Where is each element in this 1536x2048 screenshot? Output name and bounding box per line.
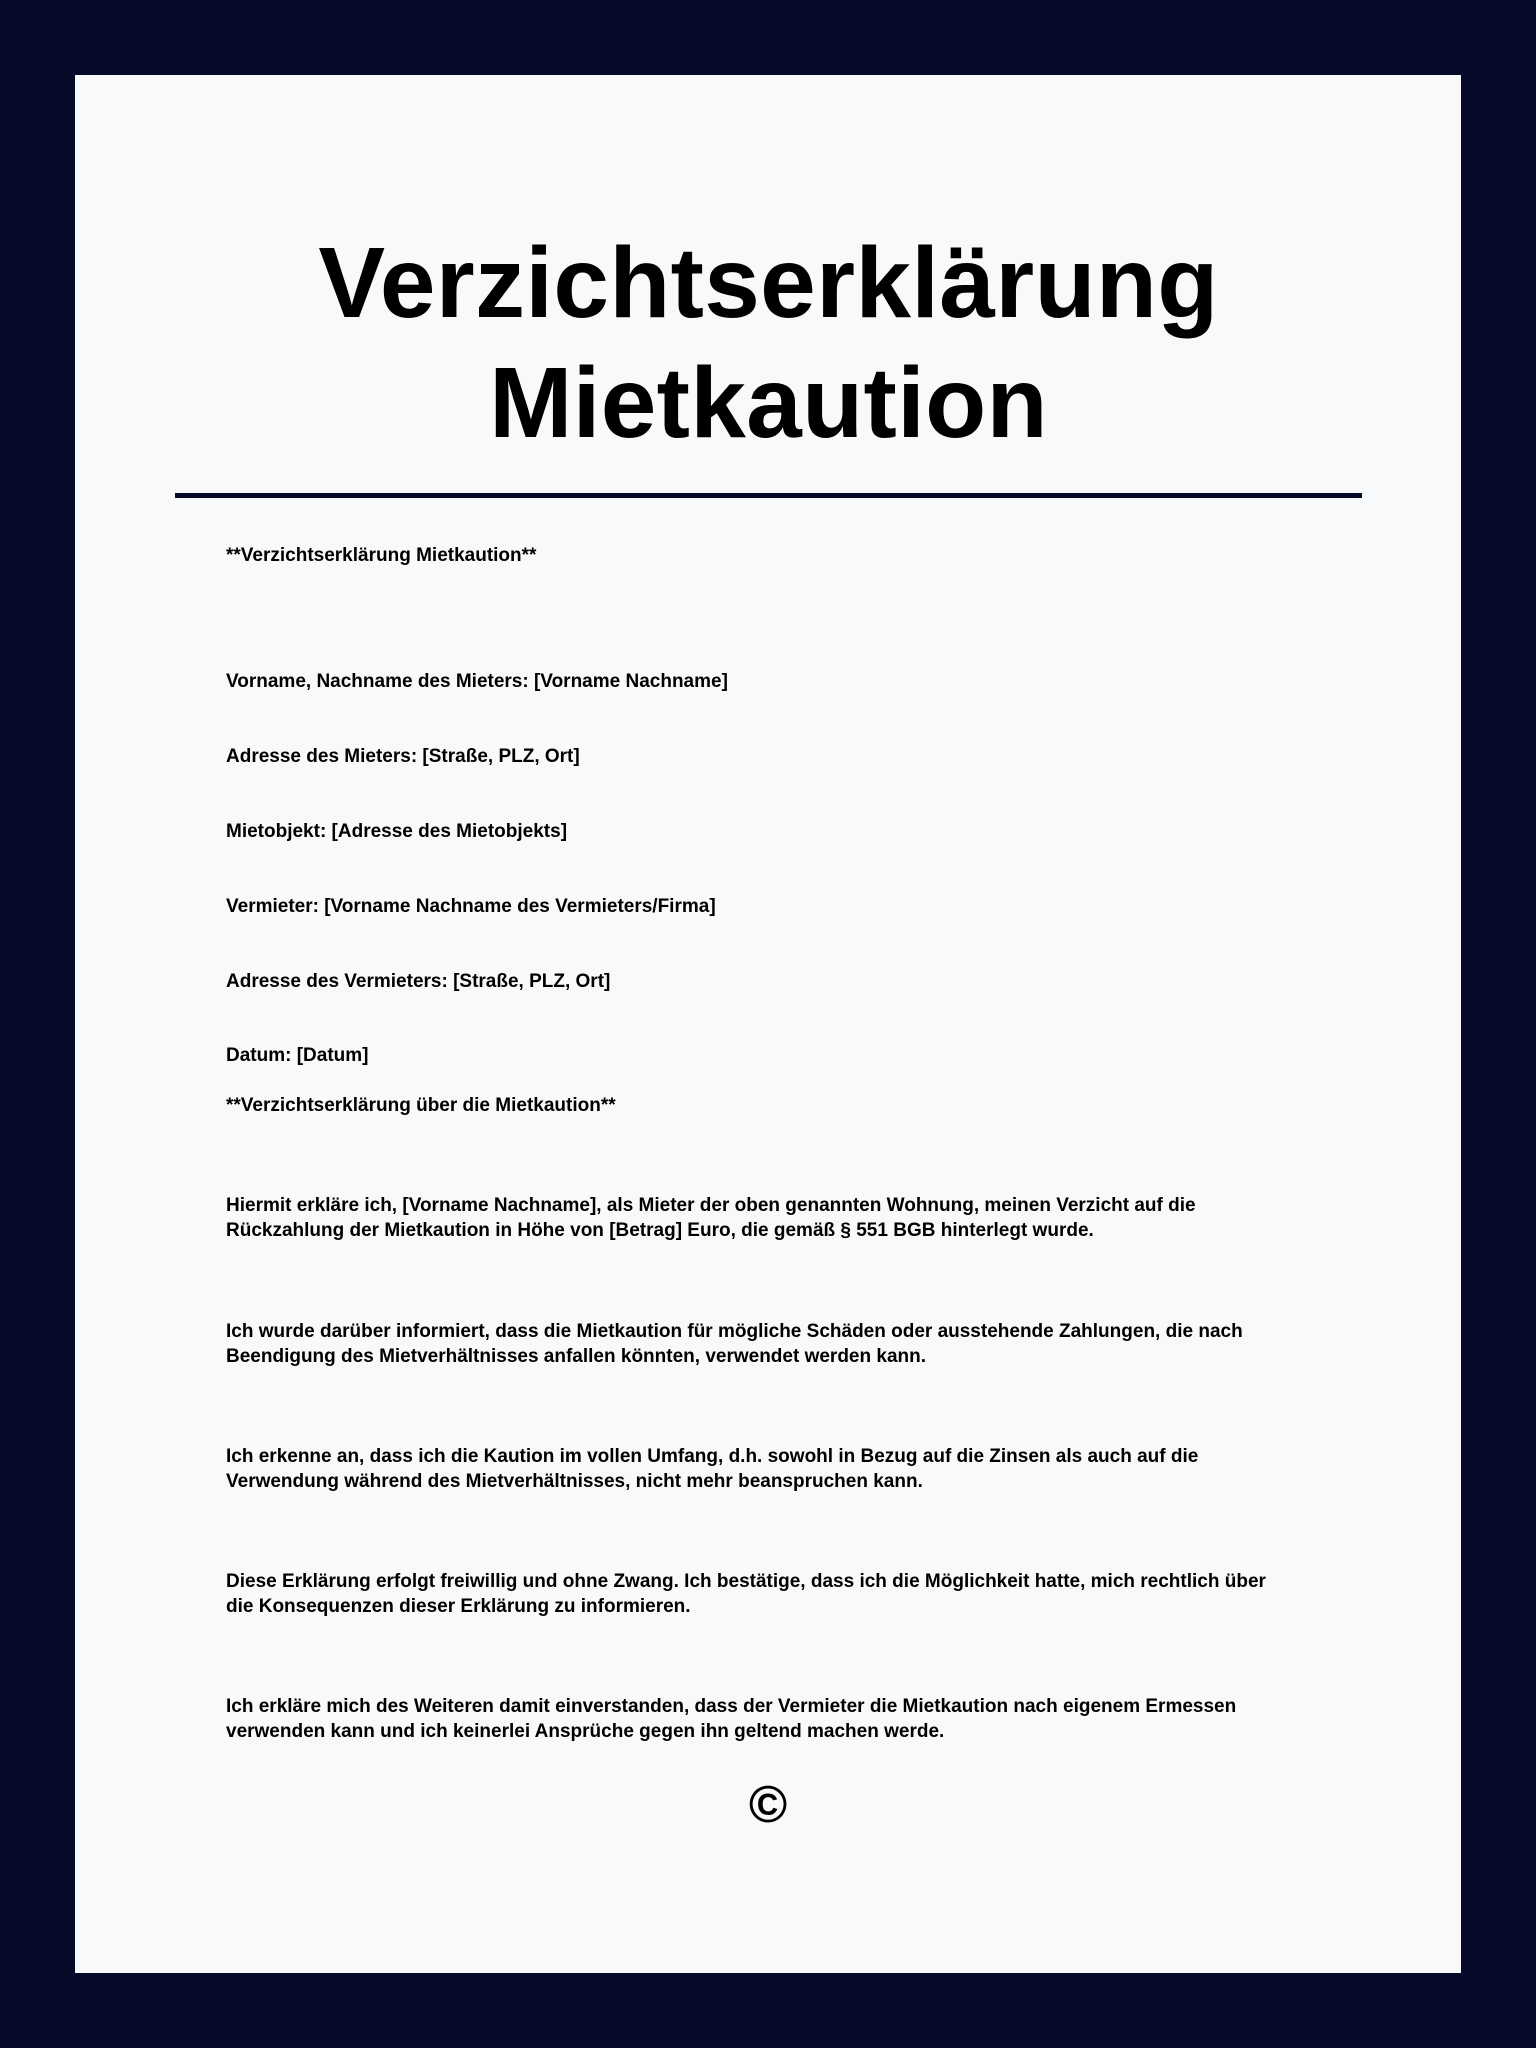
paragraph-line: verwenden kann und ich keinerlei Ansprüche gegen ihn geltend machen werde.	[226, 1721, 945, 1742]
field-date: Datum: [Datum]	[226, 1045, 369, 1066]
paragraph-voluntary	[226, 1569, 1366, 1619]
paragraph-acknowledge	[226, 1444, 1366, 1494]
field-rental-property: Mietobjekt: [Adresse des Mietobjekts]	[226, 821, 568, 842]
title-line-2: Mietkaution	[489, 347, 1048, 459]
field-landlord-address: Adresse des Vermieters: [Straße, PLZ, Ort]	[226, 971, 611, 992]
title-divider	[175, 493, 1362, 498]
paragraph-line: Rückzahlung der Mietkaution in Höhe von [Betrag] Euro, die gemäß § 551 BGB hinterlegt wurde.	[226, 1220, 1094, 1241]
document-title	[175, 223, 1362, 463]
paragraph-consent	[226, 1694, 1366, 1744]
copyright-icon: ©	[748, 1776, 788, 1834]
paragraph-line: Hiermit erkläre ich, [Vorname Nachname], als Mieter der oben genannten Wohnung, meinen Verzicht auf die	[226, 1195, 1196, 1216]
paragraph-line: Ich erkläre mich des Weiteren damit einverstanden, dass der Vermieter die Mietkaution nach eigenem Ermessen	[226, 1696, 1237, 1717]
paragraph-informed	[226, 1319, 1366, 1369]
paragraph-line: Ich erkenne an, dass ich die Kaution im vollen Umfang, d.h. sowohl in Bezug auf die Zinsen als auch auf die	[226, 1446, 1199, 1467]
field-tenant-name: Vorname, Nachname des Mieters: [Vorname Nachname]	[226, 671, 728, 692]
paragraph-line: die Konsequenzen dieser Erklärung zu informieren.	[226, 1596, 691, 1617]
paragraph-line: Beendigung des Mietverhältnisses anfallen könnten, verwendet werden kann.	[226, 1346, 927, 1367]
document-page	[75, 75, 1461, 1973]
paragraph-line: Diese Erklärung erfolgt freiwillig und ohne Zwang. Ich bestätige, dass ich die Möglichkeit hatte, mich rechtlich über	[226, 1571, 1266, 1592]
paragraph-line: Verwendung während des Mietverhältnisses, nicht mehr beanspruchen kann.	[226, 1471, 923, 1492]
title-line-1: Verzichtserklärung	[318, 227, 1219, 339]
paragraph-waiver	[226, 1193, 1366, 1243]
field-landlord: Vermieter: [Vorname Nachname des Vermieters/Firma]	[226, 896, 716, 917]
paragraph-line: Ich wurde darüber informiert, dass die Mietkaution für mögliche Schäden oder ausstehende Zahlungen, die nach	[226, 1321, 1243, 1342]
document-heading: **Verzichtserklärung Mietkaution**	[226, 545, 537, 566]
field-tenant-address: Adresse des Mieters: [Straße, PLZ, Ort]	[226, 746, 580, 767]
document-subheading: **Verzichtserklärung über die Mietkaution**	[226, 1095, 616, 1116]
